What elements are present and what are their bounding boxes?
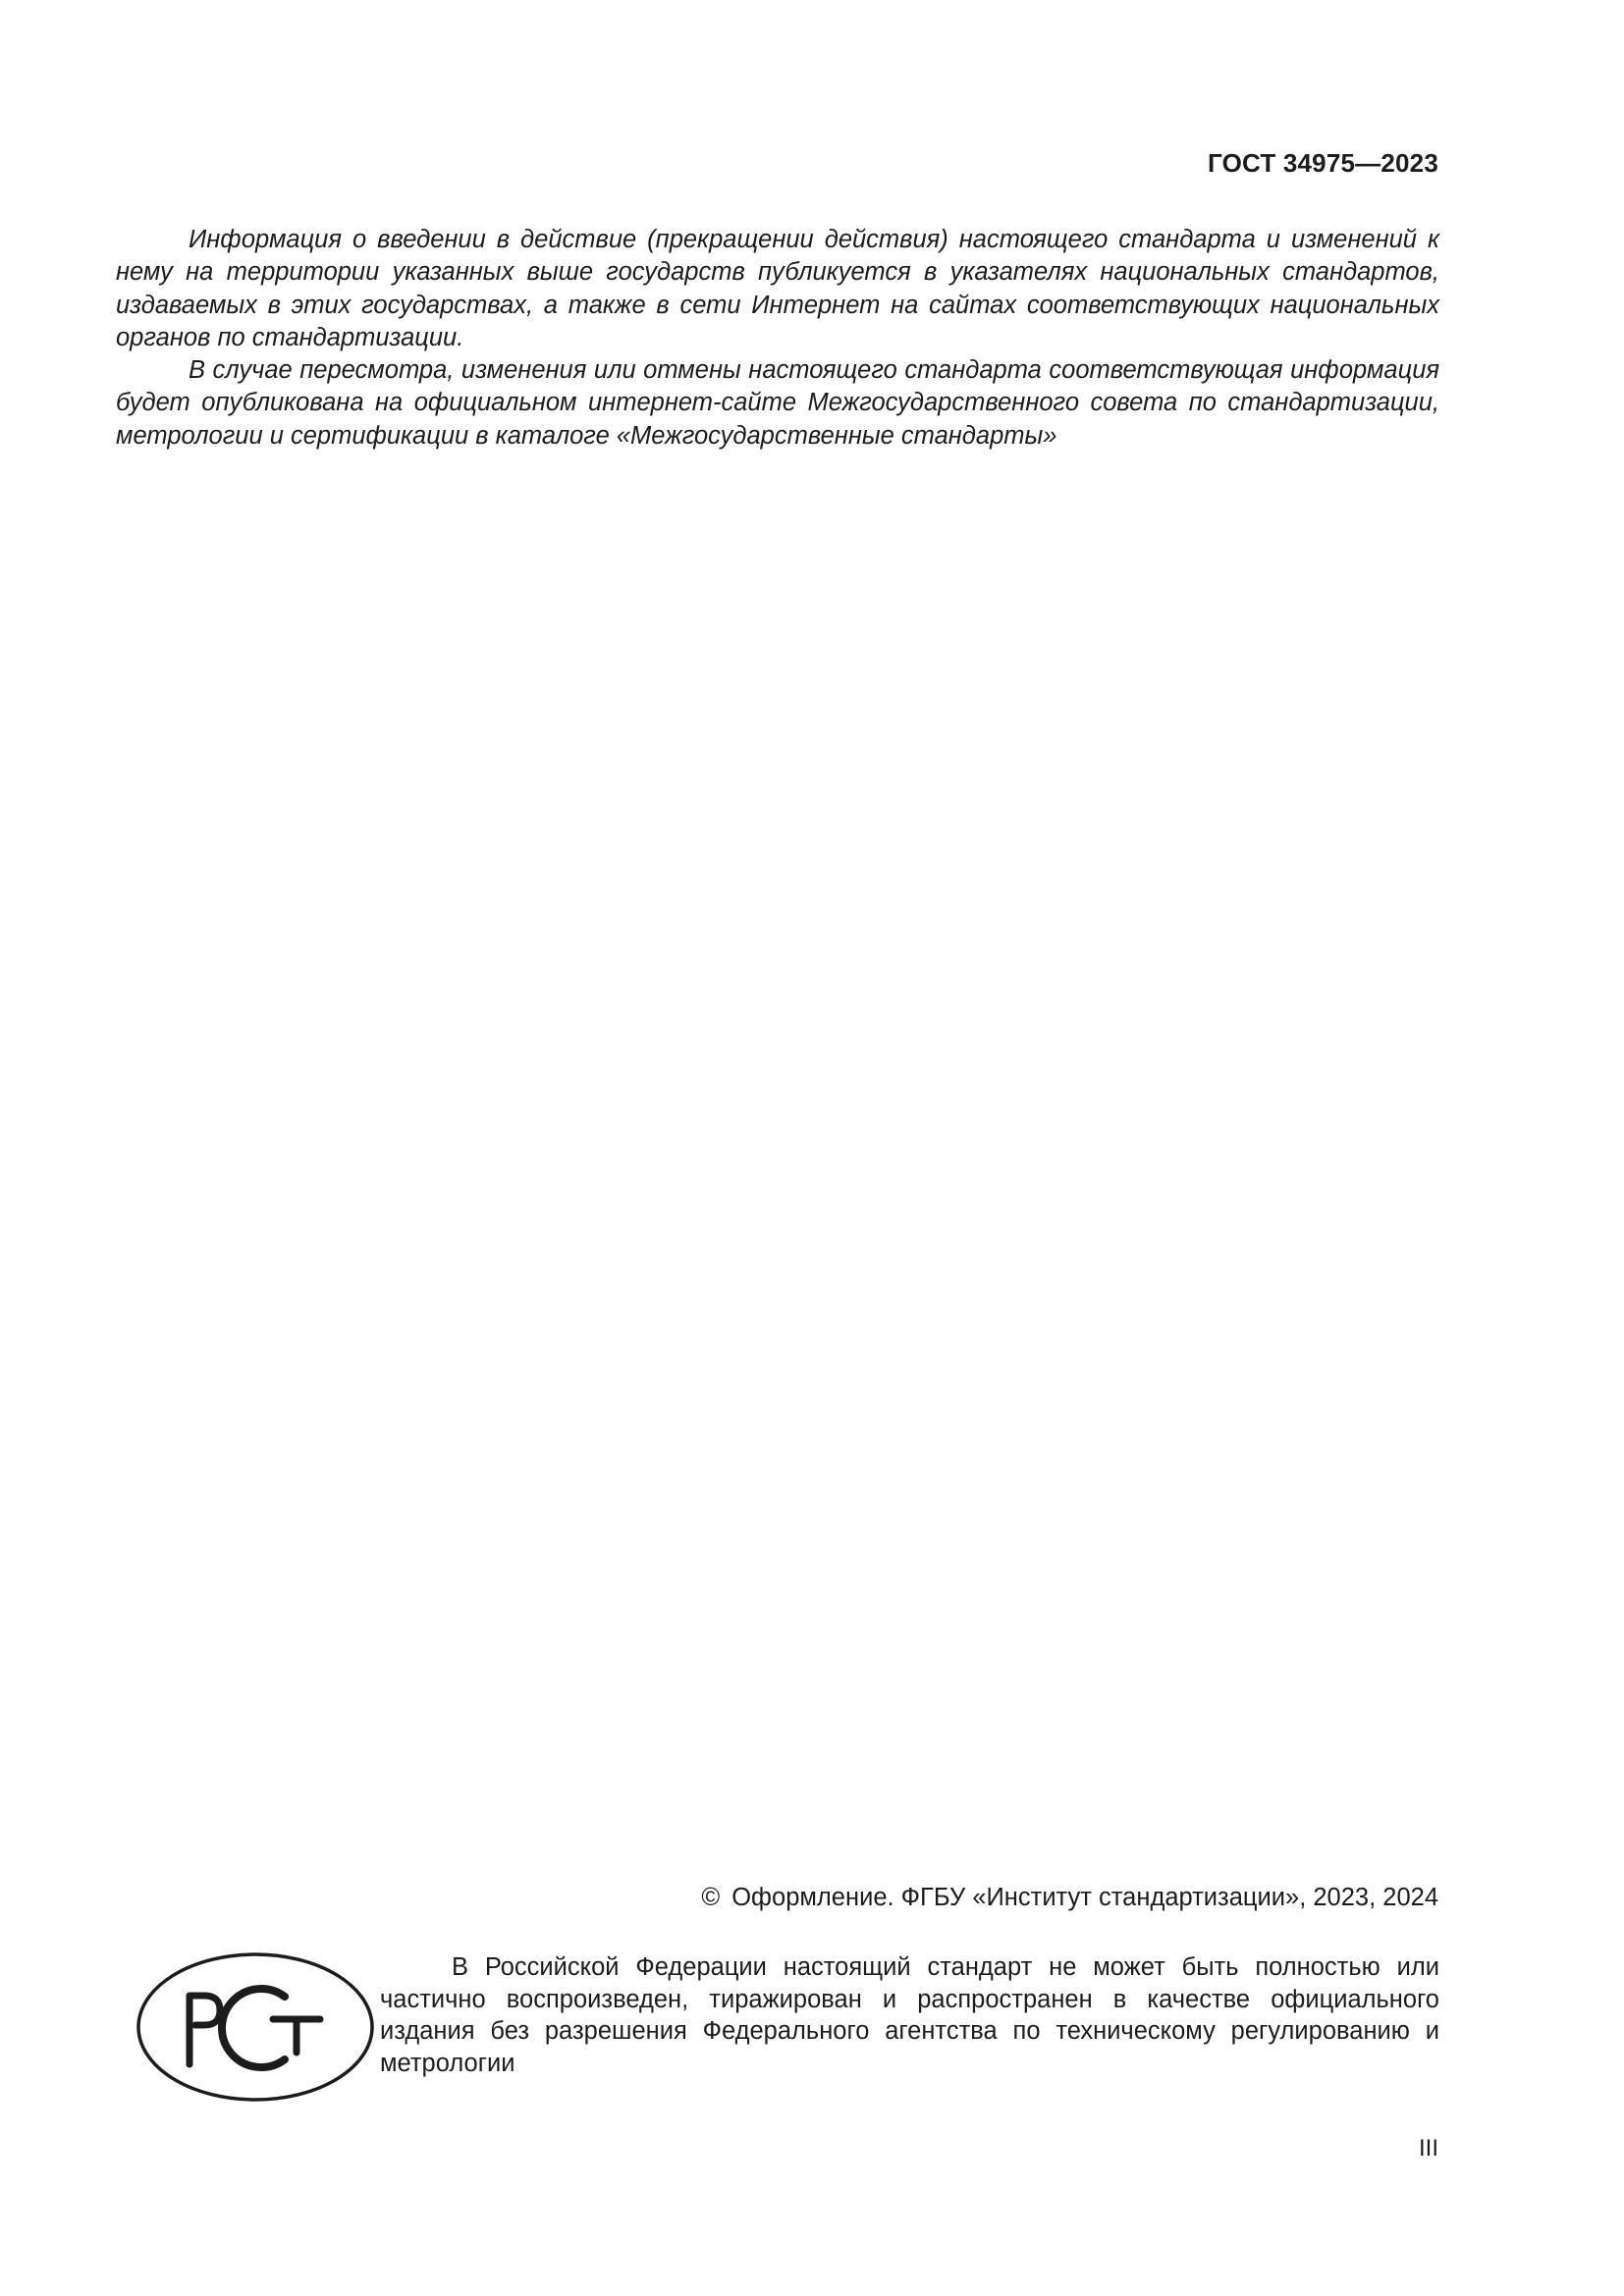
intro-text [116, 224, 1439, 453]
copyright-line [701, 1884, 1438, 1912]
intro-paragraph-1: Информация о введении в действие (прекращении действия) настоящего стандарта и изменений к нему на территории указанных выше государств публикуется в указателях национальных стандартов, издаваемых в этих государствах, а также в сети Интернет на сайтах соответствующих национальных органов по стандартизации. [116, 226, 1439, 351]
rights-notice-text: В Российской Федерации настоящий стандарт не может быть полностью или частично воспроизведен, тиражирован и распространен в качестве официального издания без разрешения Федерального агентства по техническому регулированию и метрологии [380, 1953, 1439, 2077]
rst-logo [135, 1950, 375, 2104]
rights-notice [380, 1951, 1439, 2079]
page-number: III [1418, 2135, 1438, 2162]
document-code: ГОСТ 34975—2023 [1208, 148, 1438, 178]
intro-paragraph-2: В случае пересмотра, изменения или отмены настоящего стандарта соответствующая информация будет опубликована на официальном интернет-сайте Межгосударственного совета по стандартизации, метрологии и сертификации в каталоге «Межгосударственные стандарты» [116, 356, 1439, 450]
copyright-symbol: © [701, 1884, 721, 1911]
copyright-text: Оформление. ФГБУ «Институт стандартизации», 2023, 2024 [731, 1884, 1438, 1911]
